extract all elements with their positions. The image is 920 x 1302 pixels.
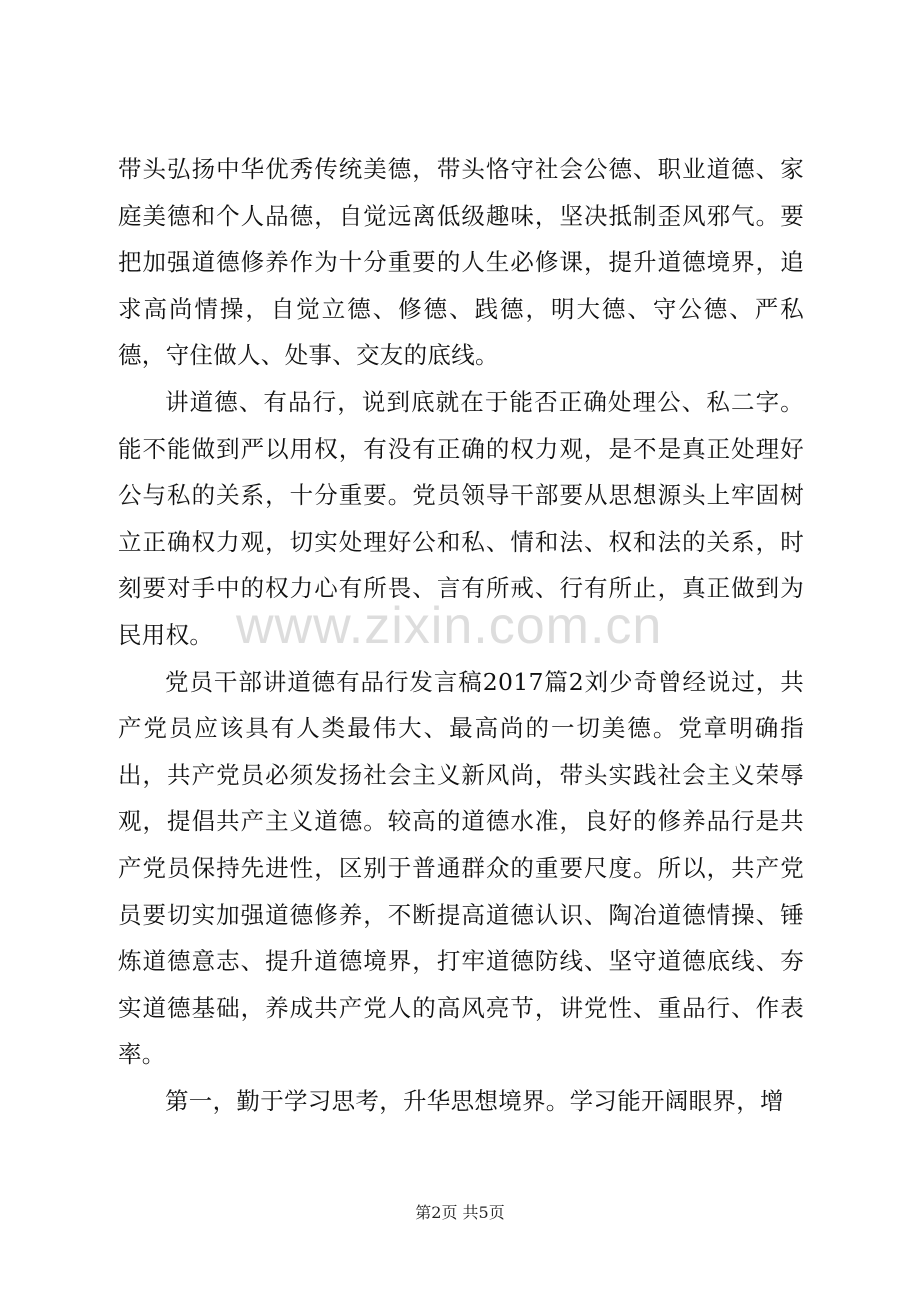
paragraph-3: 党员干部讲道德有品行发言稿2017篇2刘少奇曾经说过，共产党员应该具有人类最伟大、最高尚的一切美德。党章明确指出，共产党员必须发扬社会主义新风尚，带头实践社会主义荣辱观，提倡共产主义道德。较高的道德水准，良好的修养品行是共产党员保持先进性，区别于普通群众的重要尺度。所以，共产党员要切实加强道德修养，不断提高道德认识、陶冶道德情操、锤炼道德意志、提升道德境界，打牢道德防线、坚守道德底线、夯实道德基础，养成共产党人的高风亮节，讲党性、重品行、作表率。 — [118, 667, 804, 1069]
page-footer: 第2页 共5页 — [415, 1203, 505, 1222]
paragraph-2: 讲道德、有品行，说到底就在于能否正确处理公、私二字。能不能做到严以用权，有没有正确的权力观，是不是真正处理好公与私的关系，十分重要。党员领导干部要从思想源头上牢固树立正确权力观，切实处理好公和私、情和法、权和法的关系，时刻要对手中的权力心有所畏、言有所戒、行有所止，真正做到为民用权。 — [118, 387, 804, 649]
watermark: www.zixin.com.cn — [236, 597, 663, 655]
paragraph-4: 第一，勤于学习思考，升华思想境界。学习能开阔眼界，增 — [165, 1086, 784, 1115]
document-body — [118, 146, 804, 1124]
paragraph-1: 带头弘扬中华优秀传统美德，带头恪守社会公德、职业道德、家庭美德和个人品德，自觉远离低级趣味，坚决抵制歪风邪气。要把加强道德修养作为十分重要的人生必修课，提升道德境界，追求高尚情操，自觉立德、修德、践德，明大德、守公德、严私德，守住做人、处事、交友的底线。 — [118, 155, 804, 370]
